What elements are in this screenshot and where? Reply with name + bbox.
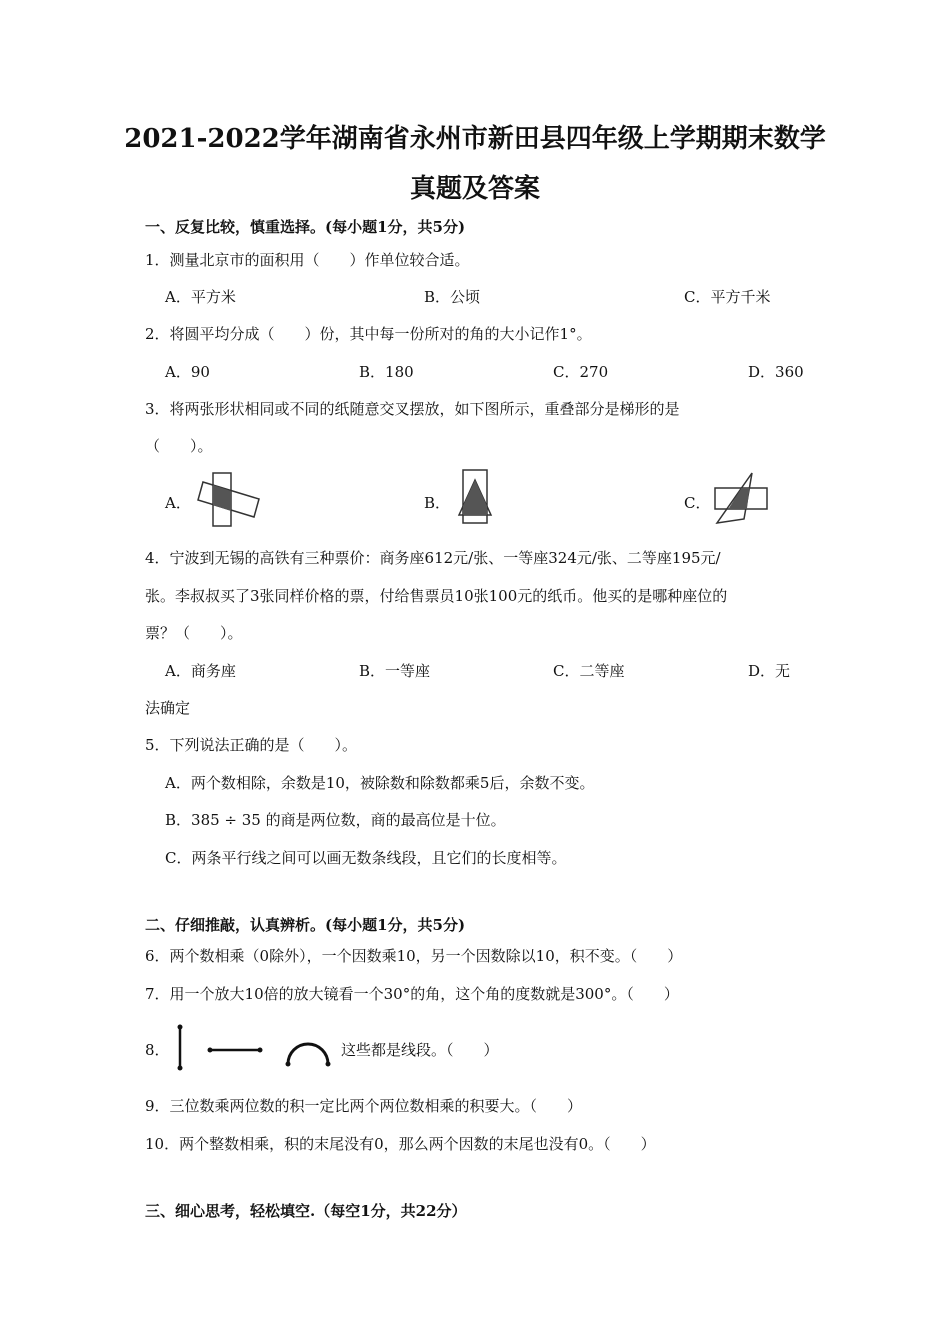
q8-figures [168, 1022, 338, 1077]
section1-heading: 一、反复比较，慎重选择。(每小题1分，共5分) [145, 218, 466, 236]
q3-option-c: C． [684, 494, 711, 512]
q4-option-d: D．无 [748, 662, 791, 680]
q3-option-a: A． [165, 494, 191, 512]
q4-option-a: A．商务座 [165, 662, 236, 680]
q3-figure-b [455, 468, 495, 528]
q4-stem: 4．宁波到无锡的高铁有三种票价：商务座612元/张、一等座324元/张、二等座195元/ [145, 549, 721, 567]
q3-stem-cont: （ ）。 [145, 437, 213, 455]
q1-option-c: C．平方千米 [684, 288, 771, 306]
q5-option-b: B．385 ÷ 35 的商是两位数，商的最高位是十位。 [165, 811, 506, 829]
q4-option-c: C．二等座 [553, 662, 625, 680]
q9: 9．三位数乘两位数的积一定比两个两位数相乘的积要大。（ ） [145, 1097, 583, 1115]
q1-option-b: B．公顷 [424, 288, 481, 306]
q5-stem: 5．下列说法正确的是（ ）。 [145, 736, 358, 754]
q2-stem: 2．将圆平均分成（ ）份，其中每一份所对的角的大小记作1°。 [145, 325, 592, 343]
q4-option-b: B．一等座 [359, 662, 431, 680]
q8-number: 8． [145, 1041, 170, 1059]
section3-heading: 三、细心思考，轻松填空.（每空1分，共22分） [145, 1202, 467, 1220]
q2-option-a: A．90 [165, 363, 210, 381]
q3-stem: 3．将两张形状相同或不同的纸随意交叉摆放，如下图所示，重叠部分是梯形的是 [145, 400, 680, 418]
q6: 6．两个数相乘（0除外），一个因数乘10，另一个因数除以10，积不变。（ ） [145, 947, 683, 965]
q1-stem: 1．测量北京市的面积用（ ）作单位较合适。 [145, 251, 470, 269]
q4-stem-cont: 张。李叔叔买了3张同样价格的票，付给售票员10张100元的纸币。他买的是哪种座位的 [145, 587, 728, 605]
q7: 7．用一个放大10倍的放大镜看一个30°的角，这个角的度数就是300°。（ ） [145, 985, 679, 1003]
q10: 10．两个整数相乘，积的末尾没有0，那么两个因数的末尾也没有0。（ ） [145, 1135, 656, 1153]
q3-option-b: B． [424, 494, 451, 512]
q3-figure-c [712, 469, 772, 527]
q2-option-b: B．180 [359, 363, 414, 381]
q4-option-d-cont: 法确定 [145, 699, 191, 717]
document-title-line2: 真题及答案 [409, 174, 540, 204]
q5-option-a: A．两个数相除，余数是10，被除数和除数都乘5后，余数不变。 [165, 774, 595, 792]
q2-option-d: D．360 [748, 363, 804, 381]
q3-figure-a [198, 470, 262, 530]
document-title-line1: 2021-2022学年湖南省永州市新田县四年级上学期期末数学 [124, 124, 826, 154]
q2-option-c: C．270 [553, 363, 609, 381]
q5-option-c: C．两条平行线之间可以画无数条线段，且它们的长度相等。 [165, 849, 567, 867]
q8-text: 这些都是线段。（ ） [341, 1041, 499, 1059]
q1-option-a: A．平方米 [165, 288, 236, 306]
q4-stem-cont2: 票？（ ）。 [145, 624, 243, 642]
section2-heading: 二、仔细推敲，认真辨析。(每小题1分，共5分) [145, 916, 466, 934]
